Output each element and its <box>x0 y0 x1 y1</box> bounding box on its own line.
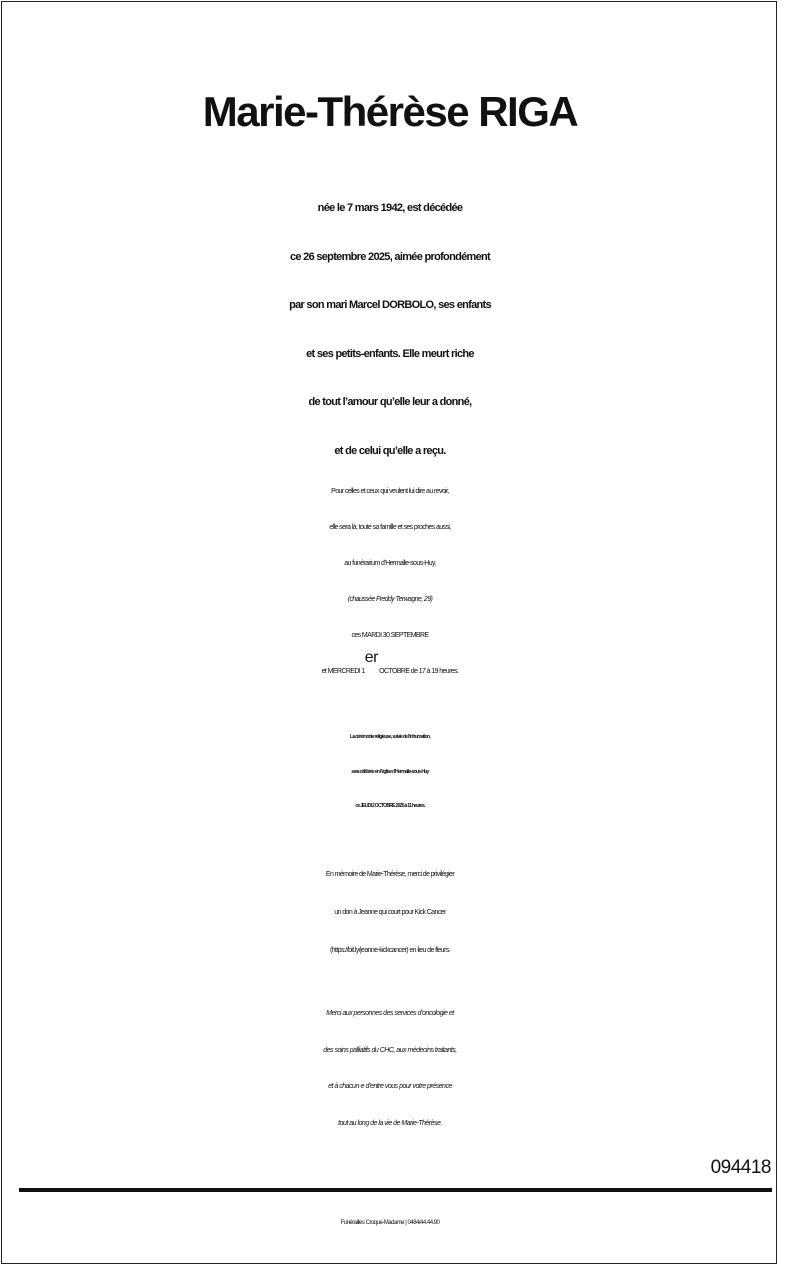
funeral-director-footer: Funérailles Croque-Madame | 0484/44.44.90 <box>340 1220 440 1226</box>
intro-line: née le 7 mars 1942, est décédée <box>317 202 463 214</box>
ceremony-line: La cérémonie religieuse, suivie de l’inhumation, <box>349 734 431 740</box>
intro-line: et ses petits-enfants. Elle meurt riche <box>306 347 474 360</box>
thanks-line: et à chacun·e d’entre vous pour votre présence <box>328 1083 452 1090</box>
donation-line: un don à Jeanne qui court pour Kick Cancer <box>334 909 446 916</box>
visitation-line: elle sera là, toute sa famille et ses proches aussi, <box>329 524 451 531</box>
thanks-line: tout au long de la vie de Marie-Thérèse. <box>338 1119 442 1127</box>
thanks-line: Merci aux personnes des services d’oncologie et <box>326 1010 454 1017</box>
funeral-home-address: (chaussée Freddy Terwagne, 29) <box>347 596 433 603</box>
ceremony-paragraph <box>2 720 777 824</box>
thanks-paragraph <box>2 996 777 1142</box>
intro-line: et de celui qu’elle a reçu. <box>334 444 446 457</box>
visitation-date-suffix: OCTOBRE de 17 à 19 heures. <box>377 668 459 675</box>
ordinal-suffix: er <box>364 649 378 666</box>
thanks-line: des soins palliatifs du CHC, aux médecins traitants, <box>323 1046 457 1054</box>
ceremony-line: ce JEUDI 2 OCTOBRE 2025 à 11 heures. <box>355 803 425 809</box>
footer-divider <box>19 1188 772 1192</box>
intro-line: par son mari Marcel DORBOLO, ses enfants <box>289 299 491 311</box>
intro-line: ce 26 septembre 2025, aimée profondément <box>289 250 491 263</box>
visitation-dates <box>2 649 777 690</box>
reference-number: 094418 <box>710 1157 771 1178</box>
deceased-name: Marie-Thérèse RIGA <box>202 88 578 135</box>
donation-paragraph <box>2 856 777 970</box>
visitation-date-prefix: et MERCREDI 1 <box>321 668 365 675</box>
visitation-paragraph <box>2 474 777 690</box>
visitation-line: ces MARDI 30 SEPTEMBRE <box>351 632 429 639</box>
ceremony-line: sera célébrée en l’église d’Hermalle-sous-Huy <box>351 768 429 775</box>
obituary-notice <box>1 1 777 1264</box>
donation-link: (https://bit.ly/jeanne-kickcancer) en lieu de fleurs. <box>330 947 450 954</box>
donation-line: En mémoire de Marie-Thérèse, merci de privilégier <box>325 871 455 878</box>
intro-line: de tout l’amour qu’elle leur a donné, <box>308 396 472 408</box>
visitation-line: Pour celles et ceux qui veulent lui dire au revoir, <box>331 488 449 495</box>
visitation-line: au funérarium d’Hermalle-sous-Huy, <box>344 560 436 567</box>
intro-paragraph <box>2 184 777 475</box>
